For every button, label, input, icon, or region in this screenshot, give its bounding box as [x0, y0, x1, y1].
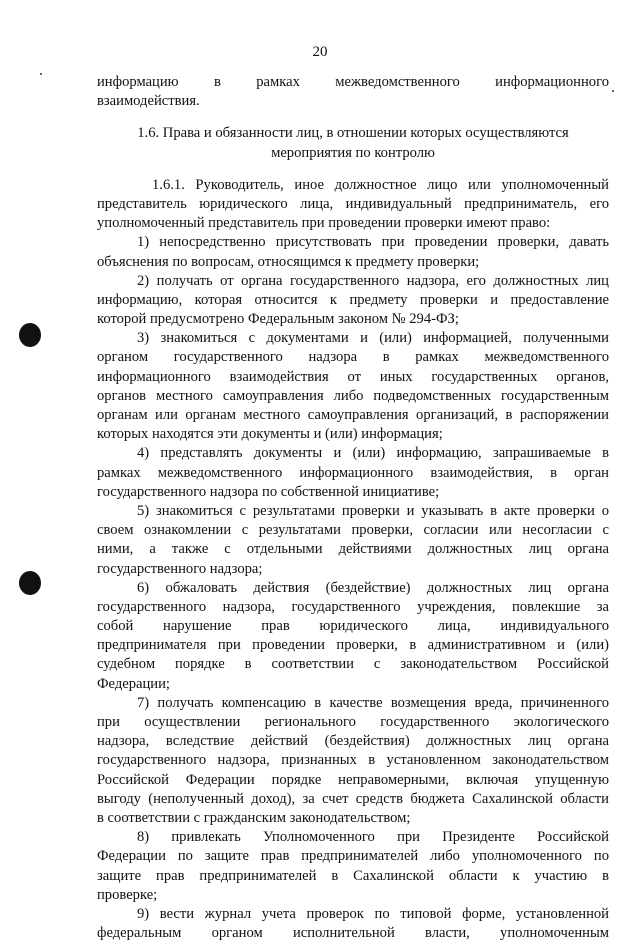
text-line: рамках межведомственного информационного взаимодействия, в орган: [97, 464, 609, 481]
text-line: объяснения по вопросам, относящимся к предмету проверки;: [97, 253, 480, 270]
text-line: государственного надзора, признанных в установленном законодательством: [97, 752, 609, 769]
text-line: защите прав предпринимателей в Сахалинской области к участию в: [97, 867, 609, 884]
text-line: 4) представлять документы и (или) информацию, запрашиваемые в: [137, 445, 609, 462]
text-line: представитель юридического лица, индивидуальный предприниматель, его: [97, 195, 609, 212]
text-line: государственного надзора по собственной инициативе;: [97, 483, 440, 500]
text-line: надзора, вследствие действий (бездействия) должностных лиц органа: [97, 733, 609, 750]
text-line: выгоду (неполученный доход), за счет средств бюджета Сахалинской области: [97, 790, 609, 807]
text-line: 5) знакомиться с результатами проверки и указывать в акте проверки о: [137, 502, 609, 519]
text-line: 2) получать от органа государственного надзора, его должностных лиц: [137, 272, 609, 289]
text-line: Российской Федерации порядке неправомерными, включая упущенную: [97, 771, 609, 788]
text-line: органам или органам местного самоуправления организаций, в распоряжении: [97, 407, 609, 423]
text-line: при осуществлении регионального государственного экологического: [97, 714, 609, 730]
punch-hole-mark: [19, 571, 41, 595]
text-line: проверке;: [97, 886, 158, 903]
text-line: предпринимателя при проведении проверки, в административном и (или): [97, 637, 609, 654]
text-line: которой предусмотрено Федеральным законом № 294-ФЗ;: [97, 311, 459, 328]
text-line: своем ознакомлении с результатами проверки, согласии или несогласии с: [97, 522, 609, 539]
section-heading: 1.6. Права и обязанности лиц, в отношении которых осуществляются: [137, 125, 569, 142]
text-line: Федерации;: [97, 675, 170, 692]
page-number: 20: [312, 44, 328, 60]
scan-speck: [612, 90, 614, 92]
text-line: 3) знакомиться с документами и (или) информацией, полученными: [137, 330, 609, 347]
text-line: взаимодействия.: [97, 93, 200, 110]
text-line: органом государственного надзора в рамках межведомственного: [97, 349, 609, 366]
text-line: собой нарушение прав юридического лица, индивидуального: [97, 618, 609, 635]
text-line: 9) вести журнал учета проверок по типовой форме, установленной: [137, 905, 609, 922]
text-line: в соответствии с гражданским законодательством;: [97, 809, 411, 826]
scan-speck: [40, 73, 42, 75]
document-body: [97, 73, 609, 943]
text-line: 7) получать компенсацию в качестве возмещения вреда, причиненного: [137, 694, 609, 711]
text-line: Федерации по защите прав предпринимателей либо уполномоченного по: [97, 848, 609, 865]
text-line: информационного взаимодействия от иных государственных органов,: [97, 368, 609, 385]
text-line: 1.6.1. Руководитель, иное должностное лицо или уполномоченный: [152, 176, 609, 193]
text-line: информацию в рамках межведомственного информационного: [97, 74, 609, 90]
punch-hole-mark: [19, 323, 41, 347]
text-line: судебном порядке в соответствии с законодательством Российской: [97, 656, 609, 673]
text-line: ними, а также с отдельными действиями должностных лиц органа: [97, 541, 609, 558]
text-line: государственного надзора, государственного учреждения, повлекшие за: [97, 598, 609, 615]
text-line: государственного надзора;: [97, 560, 263, 577]
text-line: 8) привлекать Уполномоченного при Президенте Российской: [137, 829, 609, 846]
text-line: информацию, которая относится к предмету проверки и предоставление: [97, 291, 609, 308]
text-line: органов местного самоуправления либо подведомственных государственным: [97, 387, 609, 404]
text-line: федеральным органом исполнительной власти, уполномоченным: [97, 925, 609, 942]
text-line: 6) обжаловать действия (бездействие) должностных лиц органа: [137, 579, 609, 596]
text-line: которых находятся эти документы и (или) информация;: [97, 426, 443, 443]
text-line: 1) непосредственно присутствовать при проведении проверки, давать: [137, 234, 609, 251]
section-heading: мероприятия по контролю: [271, 144, 435, 161]
text-line: уполномоченный представитель при проведении проверки имеют право:: [97, 215, 551, 232]
